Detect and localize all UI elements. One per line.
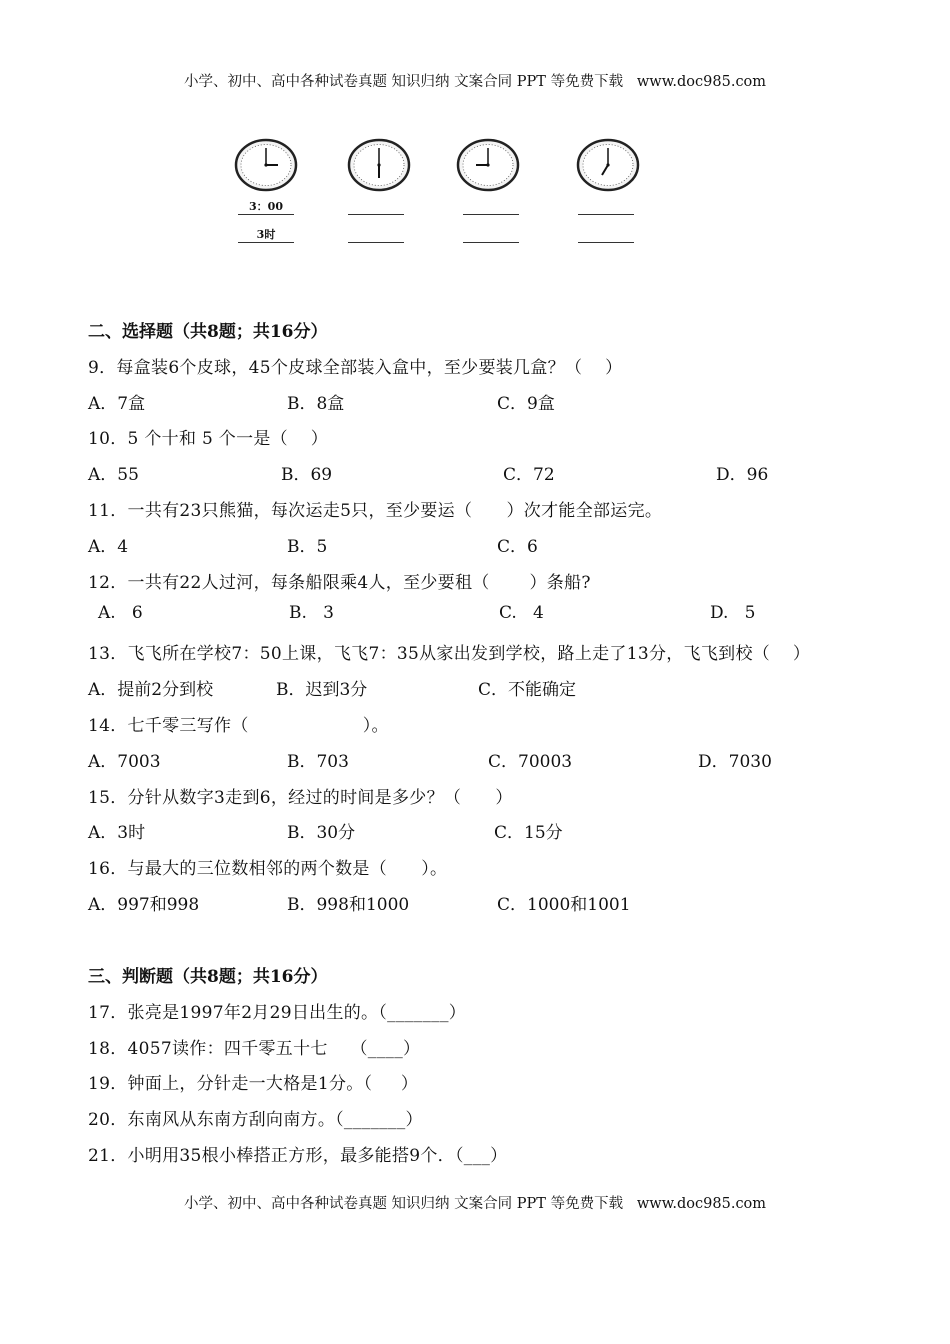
option-10a: A．55 [88, 465, 139, 485]
page-footer: 小学、初中、高中各种试卷真题 知识归纳 文案合同 PPT 等免费下载 www.doc985.com [183, 1196, 767, 1212]
option-16c: C．1000和1001 [497, 895, 631, 915]
option-16a: A．997和998 [88, 895, 200, 915]
question-20: 20．东南风从东南方刮向南方。（_______） [88, 1110, 423, 1130]
clock-time-blank-4 [578, 200, 634, 215]
clock-icon [456, 138, 520, 192]
question-15: 15．分针从数字3走到6，经过的时间是多少？（ ） [88, 788, 513, 808]
clock-face-4 [576, 138, 640, 192]
question-14: 14．七千零三写作（ ）。 [88, 716, 389, 736]
option-10b: B．69 [281, 465, 333, 485]
option-14d: D．7030 [698, 752, 772, 772]
option-11c: C．6 [497, 537, 538, 557]
question-16: 16．与最大的三位数相邻的两个数是（ ）。 [88, 859, 448, 879]
clock-time-blank-3 [463, 200, 519, 215]
clock-label-blank-3 [463, 228, 519, 243]
clock-icon [234, 138, 298, 192]
option-9a: A．7盒 [88, 394, 146, 414]
option-12c: C. 4 [499, 603, 544, 623]
option-11b: B．5 [287, 537, 328, 557]
option-14c: C．70003 [488, 752, 573, 772]
option-13a: A．提前2分到校 [88, 680, 214, 700]
section-title-choice: 二、选择题（共8题；共16分） [88, 322, 328, 342]
question-21: 21．小明用35根小棒搭正方形，最多能搭9个．（___） [88, 1146, 508, 1166]
option-15b: B．30分 [287, 823, 356, 843]
question-12: 12．一共有22人过河，每条船限乘4人，至少要租（ ）条船? [88, 573, 591, 593]
page-header: 小学、初中、高中各种试卷真题 知识归纳 文案合同 PPT 等免费下载 www.doc985.com [183, 74, 767, 90]
option-13b: B．迟到3分 [276, 680, 368, 700]
option-12d: D. 5 [710, 603, 756, 623]
option-10c: C．72 [503, 465, 555, 485]
clock-label-blank-1: 3时 [238, 228, 294, 243]
option-9b: B．8盒 [287, 394, 345, 414]
question-18: 18．4057读作：四千零五十七 （____） [88, 1039, 421, 1059]
option-14b: B．703 [287, 752, 349, 772]
option-10d: D．96 [716, 465, 769, 485]
option-12a: A. 6 [98, 603, 143, 623]
question-11: 11．一共有23只熊猫，每次运走5只，至少要运（ ）次才能全部运完。 [88, 501, 663, 521]
clock-icon [347, 138, 411, 192]
option-12b: B. 3 [289, 603, 334, 623]
clock-face-1 [234, 138, 298, 192]
clock-label-blank-4 [578, 228, 634, 243]
question-10: 10．5 个十和 5 个一是（ ） [88, 429, 329, 449]
question-9: 9．每盒装6个皮球，45个皮球全部装入盒中，至少要装几盒？（ ） [88, 358, 623, 378]
question-19: 19．钟面上，分针走一大格是1分。（ ） [88, 1074, 419, 1094]
clock-time-blank-1: 3：00 [238, 200, 294, 215]
clock-label-blank-2 [348, 228, 404, 243]
question-13: 13．飞飞所在学校7：50上课，飞飞7：35从家出发到学校，路上走了13分，飞飞到校（ ） [88, 644, 811, 664]
option-15c: C．15分 [494, 823, 563, 843]
clock-row [0, 138, 950, 258]
option-13c: C．不能确定 [478, 680, 577, 700]
question-17: 17．张亮是1997年2月29日出生的。（_______） [88, 1003, 467, 1023]
clock-face-3 [456, 138, 520, 192]
option-11a: A．4 [88, 537, 129, 557]
option-14a: A．7003 [88, 752, 161, 772]
option-15a: A．3时 [88, 823, 146, 843]
section-title-judgement: 三、判断题（共8题；共16分） [88, 967, 328, 987]
clock-face-2 [347, 138, 411, 192]
option-16b: B．998和1000 [287, 895, 410, 915]
clock-time-blank-2 [348, 200, 404, 215]
clock-icon [576, 138, 640, 192]
option-9c: C．9盒 [497, 394, 555, 414]
